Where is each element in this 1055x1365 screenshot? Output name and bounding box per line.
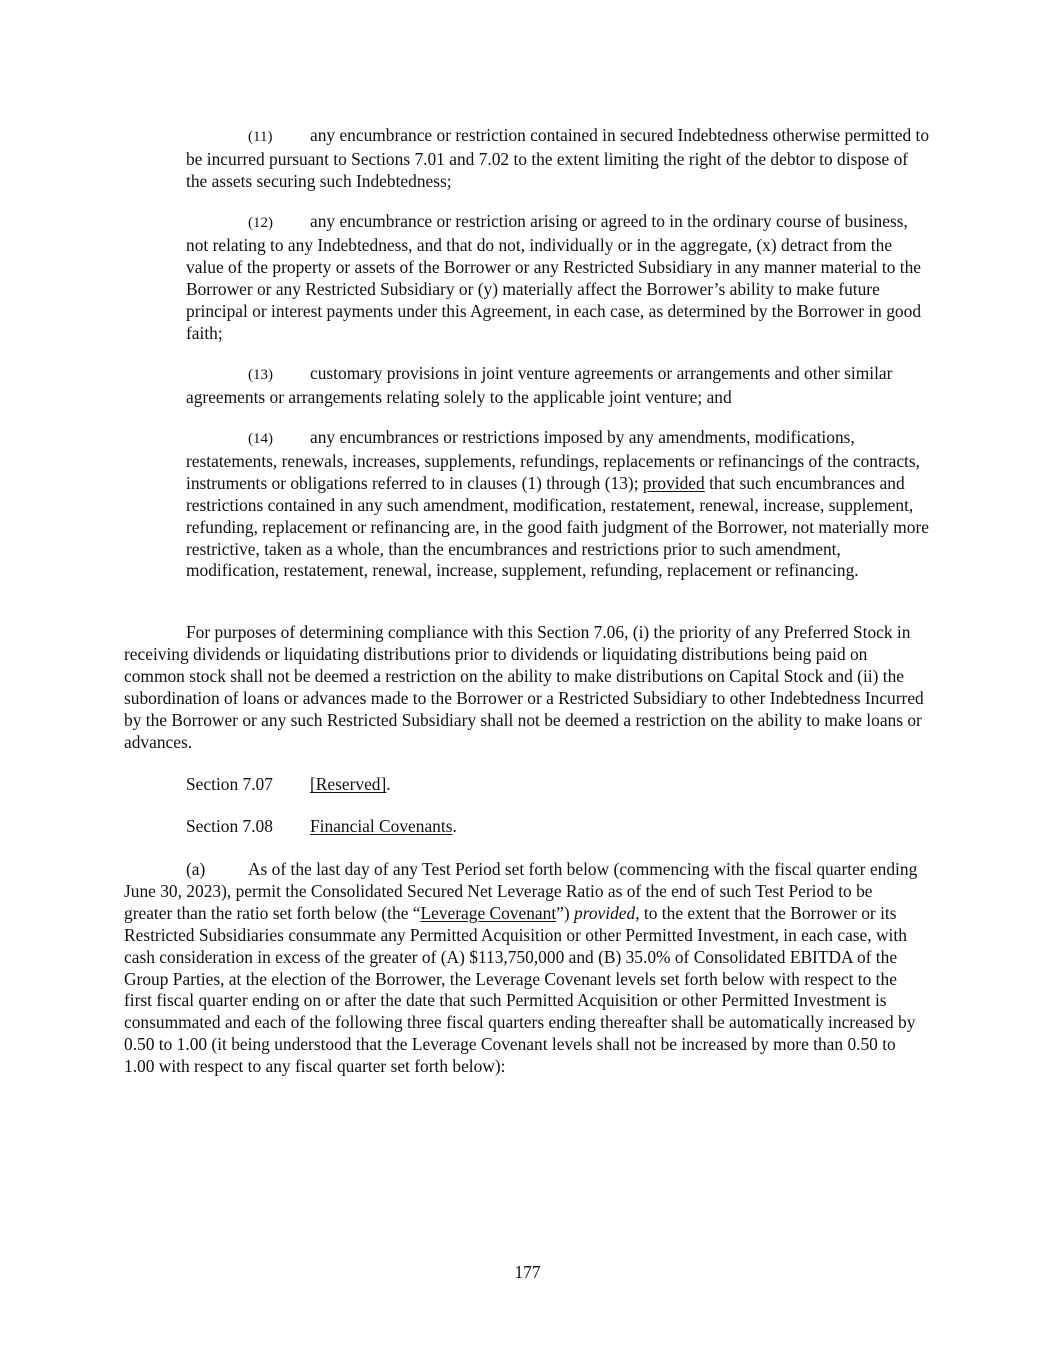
paragraph-text: For purposes of determining compliance with this Section 7.06, (i) the priority of any Preferred Stock in receiving dividends or liquidating distributions prior to dividends or liquidating distributions being paid on common stock shall not be deemed a restriction on the ability to make distributions on Capital Stock and (ii) the subordination of loans or advances made to the Borrower or a Restricted Subsidiary to other Indebtedness Incurred by the Borrower or any such Restricted Subsidiary shall not be deemed a restriction on the ability to make loans or advances.	[124, 622, 924, 752]
section-7-08-heading	[186, 816, 457, 838]
page-number: 177	[514, 1262, 541, 1282]
clause-number: (13)	[248, 367, 273, 383]
clause-11	[186, 125, 931, 193]
provided-term: provided	[574, 902, 636, 923]
clause-12	[186, 211, 931, 344]
section-suffix: .	[452, 816, 457, 836]
paragraph-text: As of the last day of any Test Period set forth below (commencing with the fiscal quarter ending June 30, 2023), permit the Consolidated Secured Net Leverage Ratio as of the end of such Test Period to be greater than the ratio set forth below (the “	[124, 859, 918, 923]
clause-text: any encumbrance or restriction contained in secured Indebtedness otherwise permitted to be incurred pursuant to Sections 7.01 and 7.02 to the extent limiting the right of the debtor to dispose of the assets securing such Indebtedness;	[186, 125, 930, 191]
section-number: Section 7.07	[186, 774, 273, 794]
clause-text: that such encumbrances and restrictions contained in any such amendment, modification, restatement, renewal, increase, supplement, refunding, replacement or refinancing are, in the good faith judgment of the Borrower, not materially more restrictive, taken as a whole, than the encumbrances and restrictions prior to such amendment, modification, restatement, renewal, increase, supplement, refunding, replacement or refinancing.	[186, 472, 929, 581]
clause-number: (12)	[248, 215, 273, 231]
clause-text: customary provisions in joint venture agreements or arrangements and other similar agreements or arrangements relating solely to the applicable joint venture; and	[186, 363, 893, 407]
paragraph-label: (a)	[186, 859, 206, 879]
section-number: Section 7.08	[186, 816, 273, 836]
clause-number: (11)	[248, 129, 273, 145]
section-title: [Reserved]	[310, 774, 387, 794]
clause-number: (14)	[248, 431, 273, 447]
covenant-paragraph	[124, 859, 924, 1078]
section-suffix: .	[386, 774, 391, 794]
provided-term: provided	[642, 472, 705, 493]
clause-text: any encumbrances or restrictions imposed by any amendments, modifications, restatements, renewals, increases, supplements, refundings, replacements or refinancings of the contracts, instruments or obligations referred to in clauses (1) through (13);	[186, 427, 921, 493]
section-7-07-heading	[186, 774, 391, 796]
purposes-paragraph	[124, 622, 924, 753]
paragraph-text: , to the extent that the Borrower or its Restricted Subsidiaries consummate any Permitted Acquisition or other Permitted Investment, in each case, with cash consideration in excess of the greater of (A) $113,750,000 and (B) 35.0% of Consolidated EBITDA of the Group Parties, at the election of the Borrower, the Leverage Covenant levels set forth below with respect to the first fiscal quarter ending on or after the date that such Permitted Acquisition or other Permitted Investment is consummated and each of the following three fiscal quarters ending thereafter shall be automatically increased by 0.50 to 1.00 (it being understood that the Leverage Covenant levels shall not be increased by more than 0.50 to 1.00 with respect to any fiscal quarter set forth below):	[124, 902, 916, 1077]
section-title: Financial Covenants	[310, 816, 453, 836]
clause-13	[186, 363, 931, 409]
clause-text: any encumbrance or restriction arising or agreed to in the ordinary course of business, not relating to any Indebtedness, and that do not, individually or in the aggregate, (x) detract from the value of the property or assets of the Borrower or any Restricted Subsidiary in any manner material to the Borrower or any Restricted Subsidiary or (y) materially affect the Borrower’s ability to make future principal or interest payments under this Agreement, in each case, as determined by the Borrower in good faith;	[186, 211, 922, 343]
defined-term-leverage-covenant: Leverage Covenant	[420, 902, 557, 923]
clause-14	[186, 427, 931, 582]
paragraph-text: ”)	[556, 902, 575, 923]
